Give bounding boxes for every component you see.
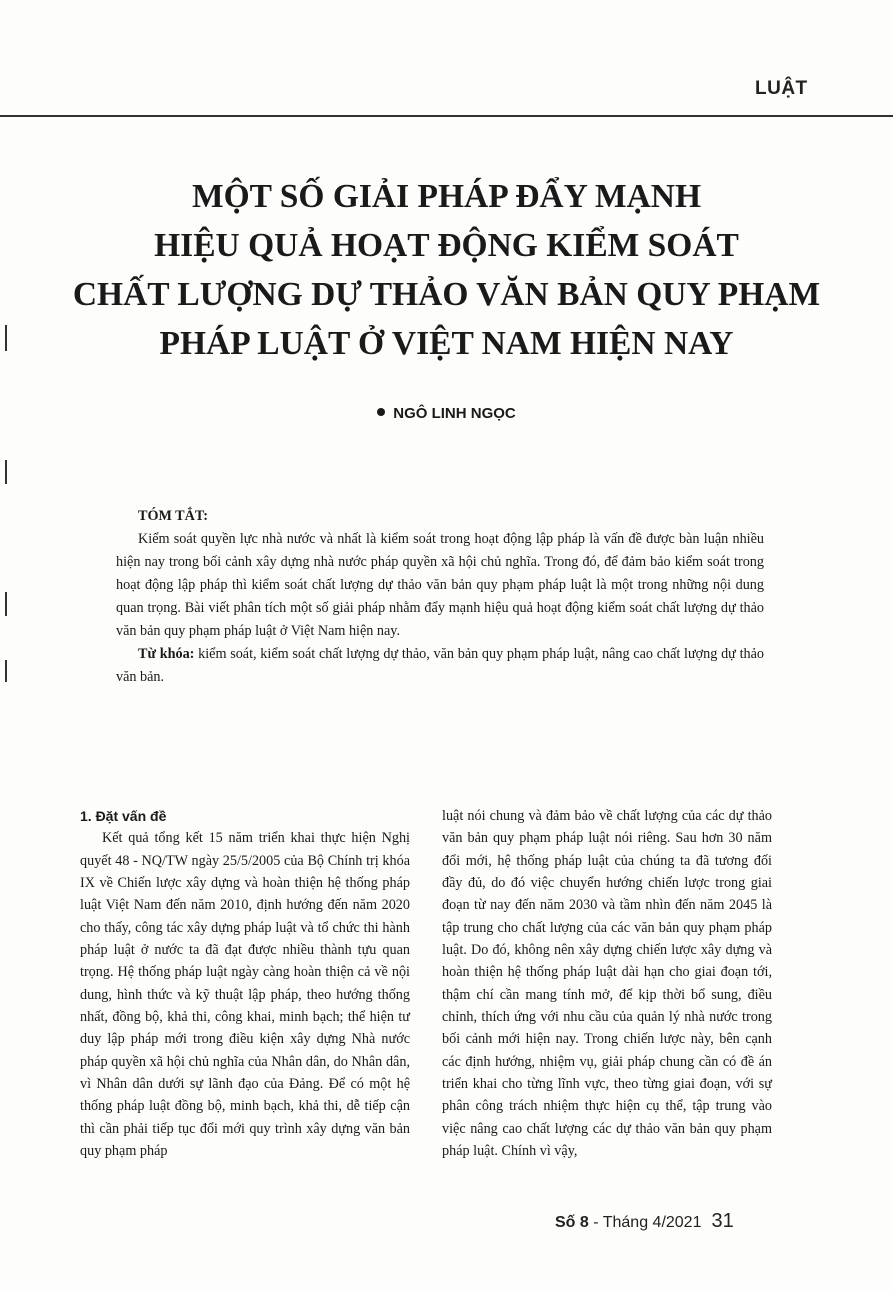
issue-date: - Tháng 4/2021 [588, 1214, 702, 1231]
binding-edge-mark [5, 660, 7, 682]
section-heading: 1. Đặt vấn đề [80, 808, 167, 824]
binding-edge-mark [5, 460, 7, 484]
page-footer [555, 1210, 734, 1233]
keywords-line [116, 643, 764, 689]
body-paragraph: Kết quả tổng kết 15 năm triển khai thực hiện Nghị quyết 48 - NQ/TW ngày 25/5/2005 của Bộ Chính trị khóa IX về Chiến lược xây dựng và hoàn thiện hệ thống pháp luật Việt Nam đến năm 2010, định hướng đến năm 2020 cho thấy, công tác xây dựng pháp luật và tổ chức thi hành pháp luật ở nước ta đã đạt được nhiều thành tựu quan trọng. Hệ thống pháp luật ngày càng hoàn thiện cả về nội dung, hình thức và kỹ thuật lập pháp, theo hướng thống nhất, đồng bộ, khả thi, công khai, minh bạch; thể hiện tư duy lập pháp mới trong điều kiện xây dựng Nhà nước pháp quyền xã hội chủ nghĩa của Nhân dân, do Nhân dân, vì Nhân dân dưới sự lãnh đạo của Đảng. Để có một hệ thống pháp luật đồng bộ, minh bạch, khả thi, dễ tiếp cận thì cần phải tiếp tục đổi mới quy trình xây dựng văn bản quy phạm pháp [80, 830, 410, 1160]
bullet-icon [377, 408, 385, 416]
keywords-text: kiểm soát, kiểm soát chất lượng dự thảo, văn bản quy phạm pháp luật, nâng cao chất lượng dự thảo văn bản. [116, 646, 765, 685]
title-line: MỘT SỐ GIẢI PHÁP ĐẨY MẠNH [191, 178, 702, 215]
keywords-label: Từ khóa: [138, 646, 195, 662]
body-column-left [80, 805, 410, 1163]
binding-edge-mark [5, 592, 7, 616]
author-name: NGÔ LINH NGỌC [393, 405, 516, 422]
article-title [40, 172, 853, 368]
abstract-heading: TÓM TẮT: [138, 508, 209, 524]
body-paragraph: luật nói chung và đảm bảo về chất lượng của các dự thảo văn bản quy phạm pháp luật nói riêng. Sau hơn 30 năm đổi mới, hệ thống pháp luật của chúng ta đã tương đối đầy đủ, do đó việc chuyển hướng chiến lược trong giai đoạn từ nay đến năm 2030 và tầm nhìn đến năm 2045 là tập trung cho chất lượng của các văn bản quy phạm pháp luật. Do đó, không nên xây dựng chiến lược xây dựng và hoàn thiện hệ thống pháp luật dài hạn cho giai đoạn tới, thậm chí cần mang tính mở, để kịp thời bổ sung, điều chỉnh, thích ứng với nhu cầu của quản lý nhà nước trong bối cảnh mới hiện nay. Trong chiến lược này, bên cạnh các định hướng, nhiệm vụ, giải pháp chung cần có đề án triển khai cho từng lĩnh vực, theo từng giai đoạn, với sự phân công trách nhiệm thực hiện cụ thể, tập trung vào việc nâng cao chất lượng các dự thảo văn bản quy phạm pháp luật. Chính vì vậy, [442, 808, 772, 1160]
header-rule [0, 115, 893, 117]
title-line: HIỆU QUẢ HOẠT ĐỘNG KIỂM SOÁT [154, 227, 739, 264]
page-number: 31 [711, 1210, 734, 1232]
abstract-body: Kiểm soát quyền lực nhà nước và nhất là kiểm soát trong hoạt động lập pháp là vấn đề được bàn luận nhiều hiện nay trong bối cảnh xây dựng nhà nước pháp quyền xã hội chủ nghĩa. Trong đó, để đảm bảo kiểm soát trong hoạt động lập pháp thì kiểm soát chất lượng dự thảo văn bản quy phạm pháp luật là một trong những nội dung quan trọng. Bài viết phân tích một số giải pháp nhằm đẩy mạnh hiệu quả hoạt động kiểm soát chất lượng dự thảo văn bản quy phạm pháp luật ở Việt Nam hiện nay. [116, 531, 764, 639]
author-byline [0, 405, 893, 422]
binding-edge-mark [5, 325, 7, 351]
section-tag: LUẬT [755, 78, 808, 99]
body-column-right [442, 805, 772, 1163]
issue-label: Số 8 [555, 1214, 589, 1231]
abstract-block [116, 505, 764, 689]
title-line: CHẤT LƯỢNG DỰ THẢO VĂN BẢN QUY PHẠM [72, 276, 821, 313]
title-line: PHÁP LUẬT Ở VIỆT NAM HIỆN NAY [159, 325, 734, 362]
